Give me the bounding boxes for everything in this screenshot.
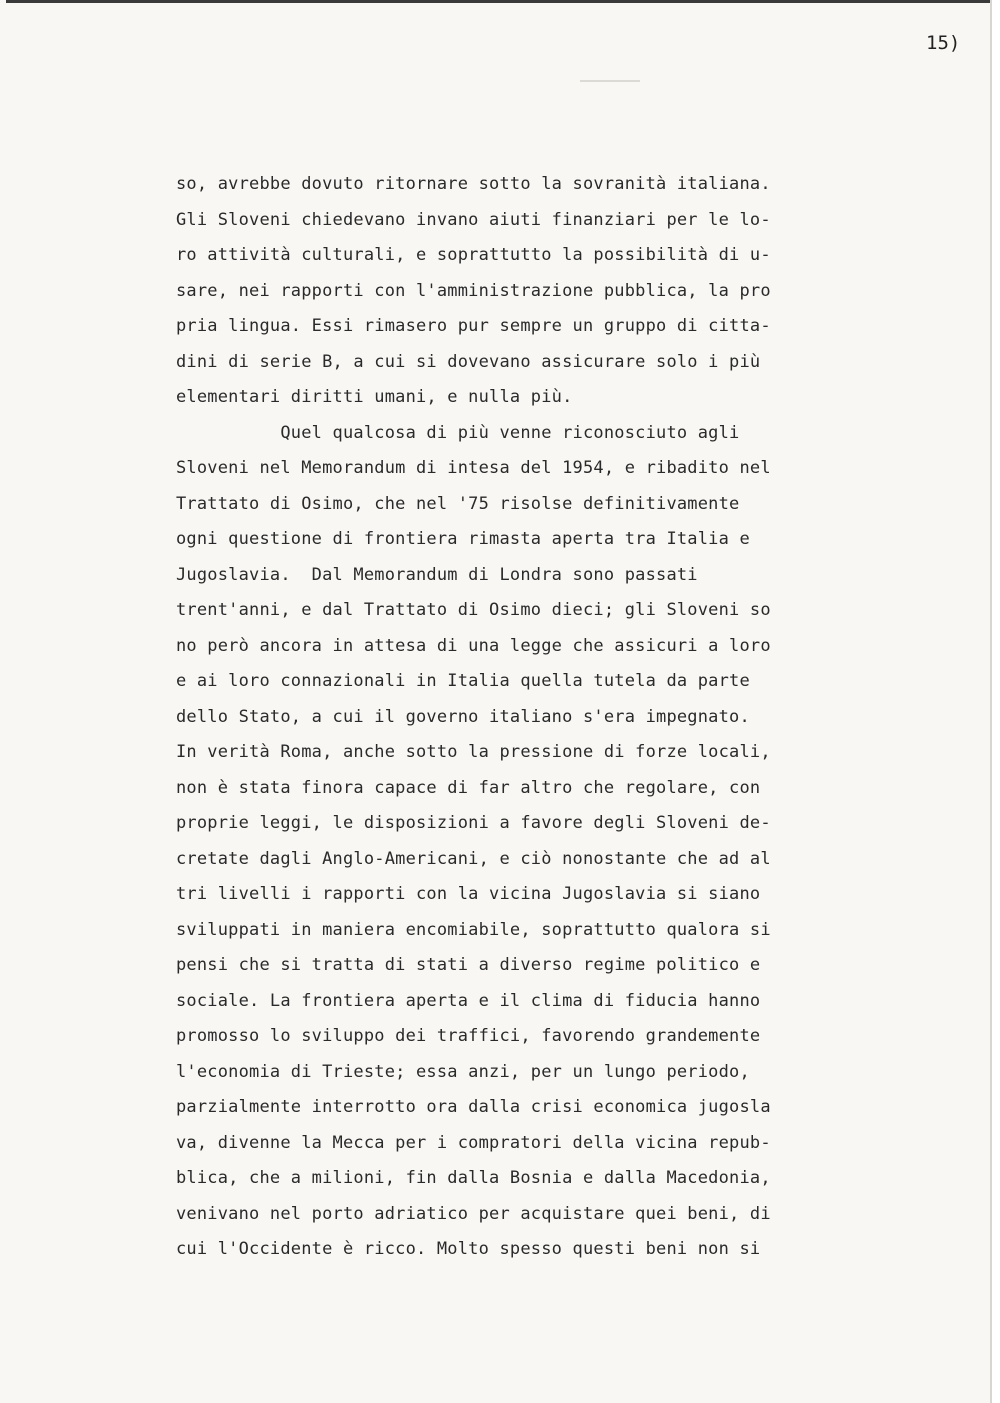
text-line: tri livelli i rapporti con la vicina Jugoslavia si siano (176, 884, 761, 904)
text-line: venivano nel porto adriatico per acquistare quei beni, di (176, 1203, 771, 1224)
text-line: pensi che si tratta di stati a diverso regime politico e (176, 955, 761, 975)
page-number: 15) (926, 32, 961, 54)
paper-smudge (580, 80, 640, 82)
text-line: ro attività culturali, e soprattutto la possibilità di u- (176, 245, 771, 265)
text-line: Jugoslavia. Dal Memorandum di Londra sono passati (176, 564, 698, 585)
text-line: parzialmente interrotto ora dalla crisi economica jugosla (176, 1097, 771, 1117)
text-line: Gli Sloveni chiedevano invano aiuti finanziari per le lo- (176, 209, 771, 230)
text-line: trent'anni, e dal Trattato di Osimo dieci; gli Sloveni so (176, 600, 771, 620)
page-right-edge (990, 0, 1000, 1403)
text-line: e ai loro connazionali in Italia quella tutela da parte (176, 671, 750, 691)
text-line: ogni questione di frontiera rimasta aperta tra Italia e (176, 529, 750, 549)
text-line: pria lingua. Essi rimasero pur sempre un gruppo di citta- (176, 316, 771, 336)
text-line: elementari diritti umani, e nulla più. (176, 387, 573, 407)
text-line: In verità Roma, anche sotto la pressione di forze locali, (176, 742, 771, 762)
text-line: Quel qualcosa di più venne riconosciuto agli (176, 422, 740, 443)
text-line: cui l'Occidente è ricco. Molto spesso questi beni non si (176, 1239, 761, 1259)
text-line: non è stata finora capace di far altro che regolare, con (176, 777, 761, 798)
text-line: va, divenne la Mecca per i compratori della vicina repub- (176, 1132, 771, 1153)
text-line: no però ancora in attesa di una legge che assicuri a loro (176, 635, 771, 656)
page-top-edge (6, 0, 991, 3)
text-line: Sloveni nel Memorandum di intesa del 1954, e ribadito nel (176, 458, 771, 478)
text-line: l'economia di Trieste; essa anzi, per un lungo periodo, (176, 1061, 750, 1082)
text-line: dello Stato, a cui il governo italiano s'era impegnato. (176, 706, 750, 727)
text-line: proprie leggi, le disposizioni a favore degli Sloveni de- (176, 813, 771, 833)
text-line: promosso lo sviluppo dei traffici, favorendo grandemente (176, 1026, 761, 1046)
text-line: dini di serie B, a cui si dovevano assicurare solo i più (176, 351, 761, 372)
text-line: sviluppati in maniera encomiabile, soprattutto qualora si (176, 919, 771, 940)
typewritten-text (176, 167, 771, 1268)
text-line: so, avrebbe dovuto ritornare sotto la sovranità italiana. (176, 174, 771, 194)
text-line: blica, che a milioni, fin dalla Bosnia e dalla Macedonia, (176, 1168, 771, 1188)
text-line: cretate dagli Anglo-Americani, e ciò nonostante che ad al (176, 848, 771, 869)
text-line: sare, nei rapporti con l'amministrazione pubblica, la pro (176, 280, 771, 301)
text-line: sociale. La frontiera aperta e il clima di fiducia hanno (176, 990, 761, 1011)
text-line: Trattato di Osimo, che nel '75 risolse definitivamente (176, 493, 740, 514)
